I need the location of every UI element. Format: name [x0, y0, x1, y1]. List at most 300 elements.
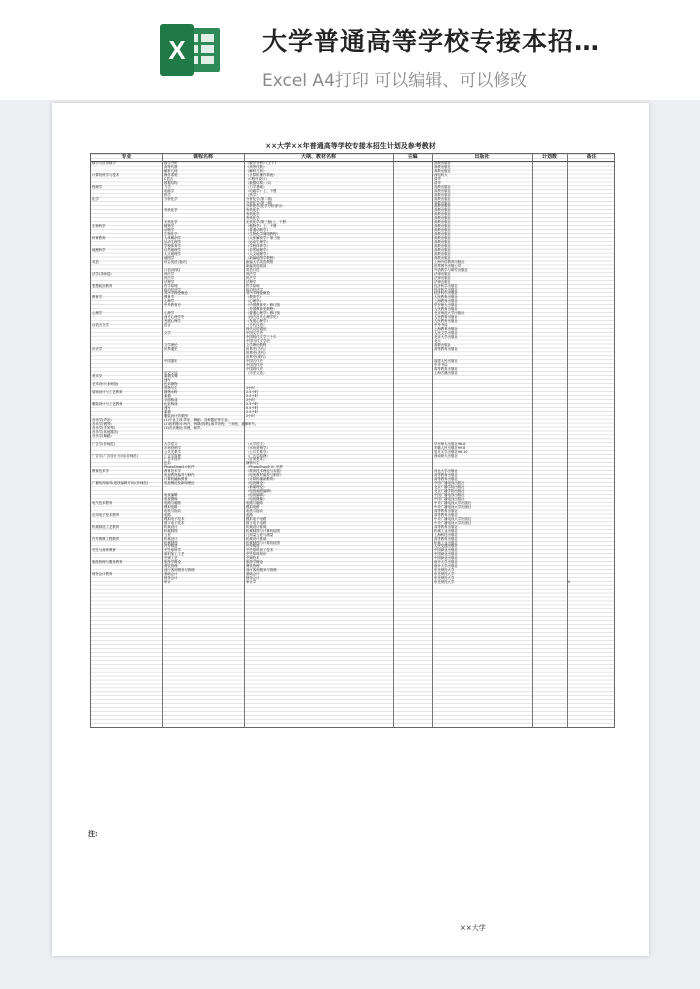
cell-course: 分析化学	[164, 196, 178, 201]
cell-major: 生物科学	[92, 224, 106, 229]
cell-course: 电视概论及新闻理论	[164, 481, 195, 486]
cell-book: 新编英语阅读	[246, 263, 267, 268]
cell-course: 中外教育史	[164, 303, 181, 308]
cell-book: 烹调技术	[246, 556, 260, 561]
cell-course: 电视教材编导与制作	[164, 473, 195, 478]
cell-course: 旅游学概论	[164, 560, 181, 565]
cell-book: 《电磁学》上、下册	[246, 188, 277, 193]
cell-course: 电路	[164, 512, 171, 517]
cell-publisher: 高教出版社	[434, 216, 451, 221]
cell-course: 语言	[164, 323, 171, 328]
cell-book: 电路与磁路	[246, 500, 263, 505]
cell-publisher: 高教出版社	[434, 244, 451, 249]
cell-book: 1小时	[246, 386, 255, 391]
cell-book: 民法学	[246, 275, 257, 280]
cell-book: 世界史(现代)	[246, 354, 266, 359]
cell-major: 汽车维修工程教育	[92, 536, 120, 541]
cell-publisher: 复旦大学出版社96.10	[434, 449, 468, 454]
cell-book: 《市场营销学》	[246, 445, 270, 450]
cell-book: 《历史文选》	[246, 370, 267, 375]
cell-publisher: 高教出版社	[434, 161, 451, 165]
cell-major: 美术学	[92, 374, 103, 379]
cell-publisher: 高等教育出版社	[434, 477, 458, 482]
column-header-editor: 主编	[407, 154, 418, 160]
cell-major: 教育学	[92, 295, 103, 300]
cell-course: 色彩	[164, 461, 171, 466]
cell-course: 速写	[164, 406, 171, 411]
cell-publisher: 清华	[434, 176, 441, 181]
cell-book: 政治经济学	[246, 287, 263, 292]
cell-book: 中国现代文学三十年	[246, 334, 277, 339]
cell-book: 《西方近代心理学史》	[246, 315, 280, 320]
cell-book: 无机化学(第三版)上、下册	[246, 220, 286, 225]
cell-publisher: 法律出版社	[434, 279, 451, 284]
cell-course: 民法学	[164, 275, 175, 280]
cell-course: 原料加工工艺	[164, 552, 185, 557]
cell-course: 力学	[164, 184, 171, 189]
cell-major: 电气技术教育	[92, 500, 113, 505]
cell-book: 电机与拖动	[246, 508, 263, 513]
cell-publisher: 南开大学出版社	[434, 564, 458, 569]
cell-publisher: 中国商业出版社	[434, 552, 458, 557]
cell-course: 世界通史	[164, 346, 178, 351]
cell-major: 烹饪与营养教育	[92, 548, 116, 553]
cell-book: 汽车构造	[246, 544, 260, 549]
cell-book: 2.5小时	[246, 390, 259, 395]
cell-publisher: 经济科学出版社	[434, 283, 458, 288]
cell-book: 电路	[246, 512, 253, 517]
cell-course: 计算机辅助教育	[164, 477, 188, 482]
cell-book: 模拟电路	[246, 504, 260, 509]
cell-book: 模拟电子电路	[246, 516, 267, 521]
cell-course: 素描头像	[164, 374, 178, 379]
cell-publisher: 高教出版社	[434, 192, 451, 197]
cell-publisher: 高教出版社	[434, 188, 451, 193]
cell-course: (3)音乐理论:乐理、和声。	[164, 425, 204, 430]
cell-book: 烹饪原料知识	[246, 552, 267, 557]
cell-publisher: 中央广播电视大学出版社	[434, 516, 472, 521]
signature: ××大学	[460, 924, 486, 932]
column-header-course: 课程名称	[192, 154, 213, 160]
cell-book: 《教育技术理论与实践》	[246, 469, 284, 474]
cell-major: 旅游管理与服务教育	[92, 560, 123, 565]
cell-book: 《学校体育学》	[246, 244, 270, 249]
cell-publisher: 经济科学出版社	[434, 287, 458, 292]
cell-book: 《PhotoShop5.0》软件	[246, 465, 284, 470]
document-title: 大学普通高等学校专接本招…	[262, 27, 601, 56]
cell-book: 世界史(近代)	[246, 350, 266, 355]
cell-book: 《教育学》	[246, 295, 263, 300]
cell-major: 思想政治教育	[92, 283, 113, 288]
cell-book: 2.5小时	[246, 394, 259, 399]
cell-book: 旅游学概论	[246, 560, 263, 565]
cell-publisher: 高等教育出版社	[434, 508, 458, 513]
cell-course: 人体解剖学	[164, 236, 181, 241]
column-header-remark: 备注	[586, 154, 597, 160]
cell-course: (1)专业主项:声乐、舞蹈、各种器乐等专业。	[164, 417, 231, 422]
cell-publisher: 上海教育出版社	[434, 327, 458, 332]
cell-publisher: 外语教学与研究出版社	[434, 267, 468, 272]
cell-publisher: 高等教育出版社	[434, 536, 458, 541]
cell-book: 《发展心理学》	[246, 319, 270, 324]
cell-publisher: 北京大学出版社	[434, 334, 458, 339]
cell-course: 平面构成	[164, 398, 178, 403]
cell-publisher: 高等教育出版社	[434, 366, 458, 371]
cell-publisher: 高等教育出版社	[434, 512, 458, 517]
cell-book: 邓小平理论概论	[246, 291, 270, 296]
cell-course: 人文地理学	[164, 251, 181, 256]
cell-course: 教育学	[164, 295, 175, 300]
cell-publisher: 经济科学出版社	[434, 291, 458, 296]
cell-book: 《应用美术》	[246, 457, 267, 462]
cell-major: 法学(非师范)	[92, 271, 112, 276]
cell-publisher: 中央广播电视大学出版社	[434, 520, 472, 525]
cell-course: 热学	[164, 192, 171, 197]
cell-book: 《电视概论》	[246, 481, 267, 486]
excel-icon	[160, 24, 222, 76]
cell-course: 餐饮管理	[164, 564, 178, 569]
cell-course: 刑法学	[164, 271, 175, 276]
cell-course: 解析几何	[164, 168, 178, 173]
cell-major: 音乐学(手风琴)	[92, 425, 115, 430]
cell-book: 《运动生理学》	[246, 240, 270, 245]
cell-course: 文学	[164, 330, 171, 335]
cell-course: 机械制图	[164, 540, 178, 545]
cell-publisher: 高教出版社	[434, 236, 451, 241]
cell-book: 中国现代史	[246, 366, 263, 371]
cell-course: 机械设计	[164, 536, 178, 541]
cell-book: 《普通动物学》	[246, 228, 270, 233]
cell-book: 文学理论教程	[246, 342, 267, 347]
cell-course: 心理学	[164, 311, 175, 316]
cell-course: 无机化学	[164, 220, 178, 225]
cell-publisher: 高教出版社	[434, 228, 451, 233]
cell-major: 英语	[92, 259, 99, 264]
cell-publisher: 高教出版社	[434, 200, 451, 205]
cell-publisher: 北京师范大学出版社	[434, 311, 465, 316]
cell-course: 机械设计	[164, 524, 178, 529]
cell-publisher: 高教出版社	[434, 208, 451, 213]
cell-publisher: 高教出版社	[434, 220, 451, 225]
cell-book: 机械设计基础	[246, 536, 267, 541]
cell-book: 《自然地理学》	[246, 247, 270, 252]
cell-book: 几何量公差与测量	[246, 532, 274, 537]
cell-publisher: 高教出版社	[434, 204, 451, 209]
cell-major: 音乐学(声乐)	[92, 417, 112, 422]
cell-course: 心理学	[164, 299, 175, 304]
cell-publisher: 人民交通出版社	[434, 544, 458, 549]
cell-major: 机械制造工艺教育	[92, 524, 120, 529]
cell-book: 《广告学原理》	[246, 453, 270, 458]
cell-book: 《电视摄像》	[246, 497, 267, 502]
column-header-major: 专业	[121, 154, 132, 160]
cell-book: 《力学基础》	[246, 184, 267, 189]
cell-course: 景物写生	[164, 386, 178, 391]
cell-book: 前厅客房服务与管理	[246, 568, 277, 573]
cell-book: 《数据结构》(C)	[246, 180, 272, 185]
cell-publisher: 高教出版社	[434, 247, 451, 252]
cell-major: 化学	[92, 196, 99, 201]
cell-course: 文学理论	[164, 342, 178, 347]
cell-book: 《新闻理论》	[246, 485, 267, 490]
cell-course: 教育技术学	[164, 469, 181, 474]
cell-publisher: 东北财经大学	[434, 576, 455, 581]
cell-publisher: 人民教育出版社	[434, 315, 458, 320]
cell-course: 口语(面试)	[164, 267, 181, 272]
cell-publisher: 法律出版社	[434, 275, 451, 280]
cell-book: 中国当代文学史	[246, 338, 270, 343]
cell-book: 世界史(古代)	[246, 346, 266, 351]
cell-publisher: 高教出版社	[434, 255, 451, 260]
cell-publisher: 中国商业出版社	[434, 556, 458, 561]
cell-publisher: 西南师大出版社	[434, 453, 458, 458]
cell-course: 公共关系学	[164, 449, 181, 454]
cell-course: 大学语文	[164, 441, 178, 446]
document-sheet	[52, 103, 649, 956]
cell-publisher: 高等教育出版社	[434, 524, 458, 529]
cell-publisher: 福建人民出版社	[434, 358, 458, 363]
cell-publisher: 中央广播电视大学出版社	[434, 500, 472, 505]
cell-course: 发展心理学	[164, 319, 181, 324]
cell-course: 素描	[164, 410, 171, 415]
cell-course: 数学分析	[164, 161, 178, 165]
cell-course: 法理学	[164, 279, 175, 284]
cell-publisher: 高教出版社	[434, 240, 451, 245]
cell-book: 《生物化学简明教程》	[246, 232, 280, 237]
cell-publisher: 中华书局	[434, 323, 448, 328]
cell-course: 西方心理学史	[164, 315, 185, 320]
cell-course: 烹饪原料学	[164, 548, 181, 553]
cell-book: 中国近代史	[246, 362, 263, 367]
cell-major: 体育教育	[92, 236, 106, 241]
cell-major: 计算机科学与技术	[92, 172, 120, 177]
cell-course: 公差	[164, 532, 171, 537]
cell-course: 数字电子技术	[164, 520, 185, 525]
cell-publisher: 北京广播学院出版社	[434, 485, 465, 490]
cell-course: 电磁学	[164, 188, 175, 193]
cell-publisher: 机械工业出版社	[434, 528, 458, 533]
cell-total: 0	[568, 580, 571, 585]
cell-course: 静物水粉	[164, 390, 178, 395]
cell-publisher: 人民教育出版社	[434, 295, 458, 300]
cell-publisher: 机械工业出版社	[434, 540, 458, 545]
cell-book: 2.5小时	[246, 402, 259, 407]
cell-book: 法理学	[246, 279, 257, 284]
cell-book: 新编大学英语教程	[246, 259, 274, 264]
cell-publisher: 中央广播电视大学出版社	[434, 504, 472, 509]
cell-course: 生物化学	[164, 232, 178, 237]
cell-course: 邓小平理论概论	[164, 291, 188, 296]
cell-course: PhotoShop5.0软件	[164, 465, 195, 470]
cell-book: 《心理学》	[246, 299, 263, 304]
cell-course: 审计	[164, 580, 171, 585]
cell-book: 审计学	[246, 580, 257, 585]
cell-course: 综合英语(笔试)	[164, 259, 187, 264]
preview-header	[0, 0, 700, 100]
cell-book: 《C程序设计》	[246, 176, 269, 181]
cell-book: 《中国教育史》修订版	[246, 303, 280, 308]
cell-major: 音乐学(钢琴)	[92, 421, 112, 426]
cell-book: 《计算机操作系统》	[246, 172, 277, 177]
cell-course: 广告字设计	[164, 457, 181, 462]
cell-book: 《大学语文》	[246, 441, 267, 446]
cell-publisher: 高等教育出版社	[434, 473, 458, 478]
cell-course: 有机化学	[164, 208, 178, 213]
cell-course: 操作系统	[164, 172, 178, 177]
cell-book: 2小时	[246, 398, 255, 403]
cell-course: 机械制图	[164, 528, 178, 533]
cell-book: 0.5小时	[246, 406, 259, 411]
cell-book: 分析化学(第一版)	[246, 200, 273, 205]
cell-publisher: 河北大学出版社	[434, 469, 458, 474]
cell-book: 《普通心理学》修订版	[246, 311, 280, 316]
cell-major: 汉语言文学	[92, 323, 109, 328]
footnote: 注:	[88, 829, 98, 838]
cell-publisher: 上海教育出版社	[434, 299, 458, 304]
cell-publisher: 东北财经大学	[434, 568, 455, 573]
cell-course: 动物学	[164, 228, 175, 233]
cell-publisher: 西电科大	[434, 172, 448, 177]
cell-major: 应用电子技术教育	[92, 512, 120, 517]
cell-major: 广播电视编导(电视编辑方向)(非师范)	[92, 481, 149, 486]
cell-book: 《计算机辅助教育》	[246, 477, 277, 482]
document-subtitle: Excel A4打印 可以编辑、可以修改	[262, 71, 528, 91]
cell-publisher: 上海外语教育出版社	[434, 259, 465, 264]
cell-book: 《电视编辑》	[246, 493, 267, 498]
cell-course: 学校体育学	[164, 244, 181, 249]
cell-course: 财务会计	[164, 576, 178, 581]
cell-major: 地理科学	[92, 247, 106, 252]
cell-book: 《新编地图学教程》	[246, 255, 277, 260]
cell-publisher: 世界图书出版公司	[434, 263, 462, 268]
cell-course: 素描	[164, 394, 171, 399]
cell-major: 财务会计教育	[92, 572, 113, 577]
cell-publisher: 中国广播电视出版社	[434, 481, 465, 486]
cell-book: 《外国教育史教程》	[246, 307, 277, 312]
cell-course: C语言	[164, 176, 174, 181]
cell-publisher: 人民文学出版社	[434, 330, 458, 335]
cell-book: 有机化学	[246, 212, 260, 217]
cell-book: 现代汉语通论	[246, 327, 267, 332]
cell-book: 《热学》	[246, 192, 260, 197]
cell-publisher: 高教出版社	[434, 168, 451, 173]
cell-book: 《解析几何》	[246, 168, 267, 173]
cell-course: 政治经济学	[164, 287, 181, 292]
cell-major: 物理学	[92, 184, 103, 189]
cell-book: 刑法学	[246, 271, 257, 276]
cell-book: 中国文学史	[246, 330, 263, 335]
cell-publisher: 北京广播学院出版社	[434, 489, 465, 494]
cell-course: 植物学	[164, 224, 175, 229]
cell-book: 静物写生	[246, 461, 260, 466]
cell-publisher: 东北财经大学	[434, 572, 455, 577]
cell-book: 餐饮管理	[246, 564, 260, 569]
cell-course: 色彩构成	[164, 402, 178, 407]
excel-icon-letter: X	[168, 35, 186, 65]
cell-course: 地图学	[164, 255, 175, 260]
cell-book: 财务会计	[246, 576, 260, 581]
cell-book: 《高等代数》	[246, 164, 267, 169]
cell-publisher: 高教出版社	[434, 342, 451, 347]
cell-publisher: 高等教育出版社	[434, 346, 458, 351]
cell-publisher: 安徽人民出版社99.8	[434, 445, 466, 450]
cell-book: 《电视教材编导与制作》	[246, 473, 284, 478]
cell-course: 色彩静物	[164, 382, 178, 387]
cell-book: 机械设计基础	[246, 524, 267, 529]
cell-major: 艺术设计(非师范)	[92, 382, 119, 387]
cell-publisher: 华东师大出版社	[434, 303, 458, 308]
cell-publisher: 高教出版社	[434, 164, 451, 169]
cell-course: 烹调工艺	[164, 556, 178, 561]
cell-publisher: 东北财经大学	[434, 580, 455, 585]
cell-major: 服装设计与工艺教育	[92, 402, 123, 407]
table-body	[91, 162, 616, 585]
cell-book: 《电视画面编辑》	[246, 489, 274, 494]
table-row	[91, 581, 616, 585]
cell-book: 烹饪原料加工技术	[246, 548, 274, 553]
cell-major: 心理学	[92, 311, 103, 316]
cell-course: 市场营销学	[164, 445, 181, 450]
cell-publisher: 上海科技出版社	[434, 532, 458, 537]
cell-book: 哲学原理	[246, 283, 260, 288]
cell-course: 电视摄像	[164, 497, 178, 502]
cell-publisher: 中国广播电视出版社	[434, 493, 465, 498]
cell-book: 有机化学	[246, 216, 260, 221]
cell-book: 中国古代史	[246, 358, 263, 363]
cell-major: 音乐学(舞蹈)	[92, 433, 112, 438]
column-header-textbook: 大纲、教材名称	[300, 154, 336, 160]
cell-publisher: 中国广播电视出版社	[434, 497, 465, 502]
cell-major: 音乐学(其他器乐)	[92, 429, 119, 434]
cell-course: 高等代数	[164, 164, 178, 169]
cell-course: 中国通史	[164, 358, 178, 363]
cell-publisher: 法律出版社	[434, 271, 451, 276]
cell-publisher: 中华书局	[434, 362, 448, 367]
cell-publisher: 高教出版社	[434, 196, 451, 201]
cell-book: 《人体解剖学》第三版	[246, 236, 280, 241]
cell-course: (2)视唱练耳:两升、两降(视唱),和声音程、三和弦、旋律听写。	[164, 421, 259, 426]
cell-publisher: 高教出版社	[434, 251, 451, 256]
cell-publisher: 人民教育出版社	[434, 307, 458, 312]
column-header-plan: 计划数	[541, 154, 557, 160]
cell-book: 基础会计	[246, 572, 260, 577]
cell-publisher: 南开大学出版社	[434, 560, 458, 565]
cell-publisher: 高教出版社	[434, 232, 451, 237]
cell-book: 《古代汉语》	[246, 323, 267, 328]
cell-publisher: 中国商业出版社	[434, 548, 458, 553]
cell-book: 机械制图与计算机绘图	[246, 540, 280, 545]
cell-publisher: 上海古籍出版社	[434, 370, 458, 375]
cell-course: 模拟电子技术	[164, 516, 185, 521]
cell-book: 分析化学(化学分析部分)	[246, 204, 283, 209]
cell-course: 汽车构造	[164, 544, 178, 549]
cell-major: 广告学(非师范)	[92, 441, 115, 446]
cell-publisher: 高教出版社	[434, 184, 451, 189]
cell-book: 《植物学》上、下册	[246, 224, 277, 229]
cell-book: 《人文地理学》	[246, 251, 270, 256]
cell-major: 广告学(广告设计方向)(非师范)	[92, 453, 138, 458]
cell-course: 前厅客房服务与管理	[164, 568, 195, 573]
cell-course: 电机与拖动	[164, 508, 181, 513]
cell-course: 数据结构	[164, 180, 178, 185]
cell-course: 历史文选	[164, 370, 178, 375]
cell-book: 分析化学(第二版)	[246, 196, 273, 201]
cell-major: 装饰设计与工艺教育	[92, 390, 123, 395]
cell-course: 速写	[164, 378, 171, 383]
cell-course: 电路与磁路	[164, 500, 181, 505]
cell-publisher: 清华	[434, 180, 441, 185]
cell-course: 电视编辑	[164, 493, 178, 498]
